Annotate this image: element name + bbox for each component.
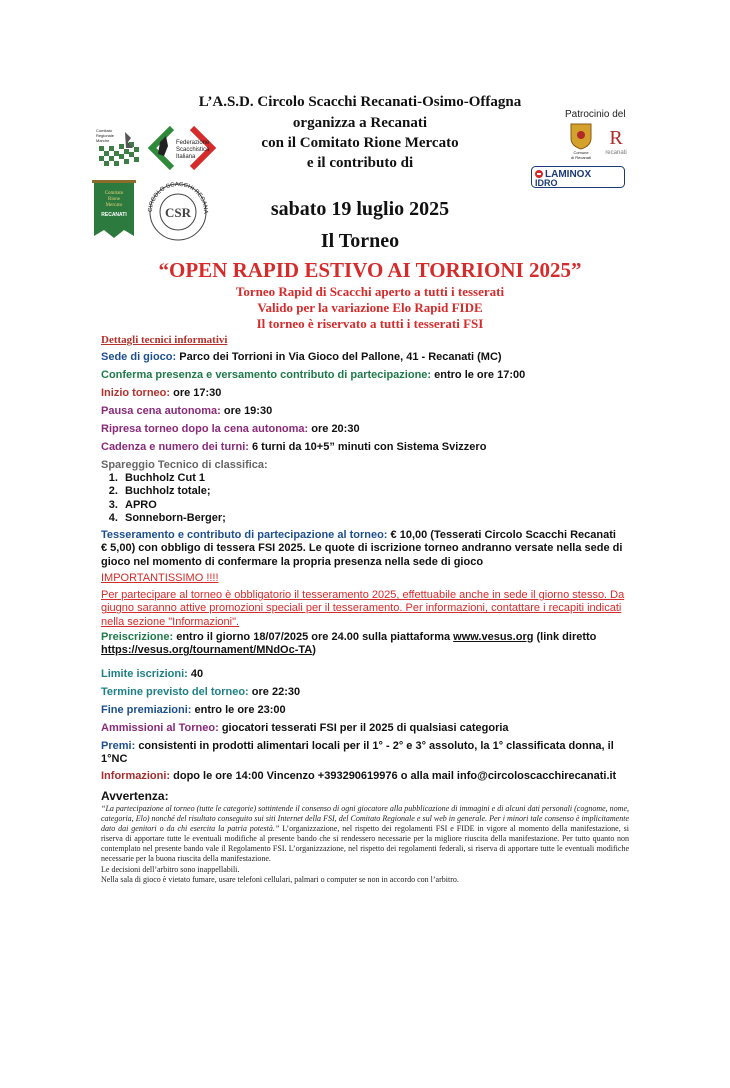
detail-preiscrizione: Preiscrizione: entro il giorno 18/07/2025 ore 24.00 sulla piattaforma www.vesus.org (link diretto https://vesus.org/tournament/MNdOc-TA) bbox=[101, 631, 597, 657]
detail-inizio: Inizio torneo: ore 17:30 bbox=[101, 387, 222, 399]
event-date: sabato 19 luglio 2025 bbox=[270, 198, 450, 220]
warning-heading: Avvertenza: bbox=[101, 789, 169, 803]
svg-text:Marche: Marche bbox=[96, 138, 110, 143]
svg-text:IDRO: IDRO bbox=[535, 178, 558, 188]
vesus-link[interactable]: www.vesus.org bbox=[453, 631, 534, 643]
vesus-tournament-link[interactable]: https://vesus.org/tournament/MNdOc-TA bbox=[101, 644, 313, 657]
detail-conferma: Conferma presenza e versamento contributo di partecipazione: entro le ore 17:00 bbox=[101, 369, 526, 381]
importantissimo-text: Per partecipare al torneo è obbligatorio il tesseramento 2025, effettuabile anche in sede il giorno stesso. Da giugno saranno attive promozioni speciali per il tesseramento. Per informazioni, contattare i recapiti indicati nella sezione "Informazioni". bbox=[101, 589, 625, 628]
svg-text:Regionale: Regionale bbox=[96, 133, 115, 138]
organizer-city-line: organizza a Recanati bbox=[292, 115, 428, 131]
organizer-committee-line: con il Comitato Rione Mercato bbox=[261, 135, 459, 151]
event-title: “OPEN RAPID ESTIVO AI TORRIONI 2025” bbox=[158, 258, 582, 282]
detail-tesseramento: Tesseramento e contributo di partecipazione al torneo: € 10,00 (Tesserati Circolo Scacchi Recanati € 5,00) con obbligo di tessera FSI 2025. Le quote di iscrizione torneo andranno versate nella sede di gioco nel momento di confermare la propria presenza nella sede di gioco bbox=[101, 529, 623, 568]
svg-text:di Recanati: di Recanati bbox=[570, 155, 592, 160]
rione-mercato-banner bbox=[92, 180, 136, 244]
svg-text:recanati: recanati bbox=[605, 150, 627, 156]
svg-text:Italiana: Italiana bbox=[176, 154, 196, 160]
detail-spareggio: Spareggio Tecnico di classifica: bbox=[101, 459, 268, 471]
detail-pausa: Pausa cena autonoma: ore 19:30 bbox=[101, 405, 273, 417]
detail-termine: Termine previsto del torneo: ore 22:30 bbox=[101, 686, 301, 698]
detail-premi: Premi: consistenti in prodotti alimentari locali per il 1° - 2° e 3° assoluto, la 1° classificata donna, il 1°NC bbox=[101, 740, 614, 766]
svg-text:Mercato: Mercato bbox=[105, 203, 123, 208]
event-kind: Il Torneo bbox=[320, 230, 400, 252]
svg-text:Comitato: Comitato bbox=[96, 128, 113, 133]
fsi-logo-text: Federazione bbox=[176, 140, 210, 146]
svg-text:RECANATI: RECANATI bbox=[101, 212, 127, 218]
organizer-contribution-line: e il contributo di bbox=[306, 155, 414, 171]
event-subtitle-3: Il torneo è riservato a tutti i tesserati FSI bbox=[256, 316, 484, 331]
detail-limite: Limite iscrizioni: 40 bbox=[101, 668, 204, 680]
recanati-brand-logo bbox=[596, 122, 636, 160]
comune-recanati-crest bbox=[563, 122, 599, 160]
warning-text: “La partecipazione al torneo (tutte le categorie) sottintende il consenso di ogni giocatore alla pubblicazione di immagini e di alcuni dati personali (cognome, nome, categoria, Elo) nonché del risultato conseguito sui siti Internet della FSI, del Comitato Regionale e sul web in generale. Per i minori tale consenso è implicitamente dato dai genitori o da chi esercita la patria potestà.” L’organizzazione, nel rispetto dei regolamenti FSI e FIDE in vigore al momento della manifestazione, si riserva di apportare tutte le eventuali modifiche al presente bando che si rendessero necessarie per la migliore riuscita della manifestazione. Per tutto quanto non contemplato nel presente bando vale il Regolamento FSI. L’organizzazione, nel rispetto dei regolamenti federali, si riserva di apportare tutte le eventuali modifiche necessarie per la buona riuscita della manifestazione. Le decisioni dell’arbitro sono inappellabili. Nella sala di gioco è vietato fumare, usare telefoni cellulari, palmari o computer se non in accordo con l’arbitro. bbox=[101, 804, 630, 884]
list-item: 4. Sonneborn-Berger; bbox=[121, 512, 226, 525]
importantissimo-label: IMPORTANTISSIMO !!!! bbox=[101, 572, 219, 584]
detail-ripresa: Ripresa torneo dopo la cena autonoma: ore 20:30 bbox=[101, 423, 360, 435]
svg-text:CIRCOLO SCACCHI RECANATI-OSIMO: CIRCOLO SCACCHI RECANA bbox=[147, 181, 209, 214]
svg-text:Comune: Comune bbox=[573, 150, 589, 155]
detail-fine: Fine premiazioni: entro le ore 23:00 bbox=[101, 704, 286, 716]
detail-informazioni: Informazioni: dopo le ore 14:00 Vincenzo +393290619976 o alla mail info@circoloscacchirecanati.it bbox=[101, 770, 617, 782]
detail-sede: Sede di gioco: Parco dei Torrioni in Via Gioco del Pallone, 41 - Recanati (MC) bbox=[101, 351, 502, 363]
spareggio-list bbox=[101, 472, 226, 525]
detail-ammissioni: Ammissioni al Torneo: giocatori tesserati FSI per il 2025 di qualsiasi categoria bbox=[101, 722, 509, 734]
patrocinio-label: Patrocinio del bbox=[565, 109, 626, 120]
fsi-logo bbox=[146, 124, 216, 172]
svg-text:R: R bbox=[609, 127, 623, 149]
comitato-regionale-logo bbox=[95, 124, 143, 170]
svg-text:Scacchistica: Scacchistica bbox=[176, 147, 210, 153]
organizer-line: L’A.S.D. Circolo Scacchi Recanati-Osimo-Offagna bbox=[198, 94, 522, 110]
svg-text:Comitato: Comitato bbox=[104, 191, 124, 196]
laminox-idro-logo bbox=[531, 166, 625, 188]
detail-cadenza: Cadenza e numero dei turni: 6 turni da 10+5” minuti con Sistema Svizzero bbox=[101, 441, 487, 453]
details-heading: Dettagli tecnici informativi bbox=[101, 334, 228, 346]
list-item: 1. Buchholz Cut 1 bbox=[121, 472, 226, 485]
list-item: 2. Buchholz totale; bbox=[121, 485, 226, 498]
event-subtitle-2: Valido per la variazione Elo Rapid FIDE bbox=[257, 300, 483, 315]
event-subtitle-1: Torneo Rapid di Scacchi aperto a tutti i tesserati bbox=[235, 284, 505, 299]
list-item: 3. APRO bbox=[121, 499, 226, 512]
svg-text:Rione: Rione bbox=[108, 197, 120, 202]
svg-text:LAMINOX: LAMINOX bbox=[545, 169, 592, 180]
svg-text:CSR: CSR bbox=[164, 205, 192, 220]
